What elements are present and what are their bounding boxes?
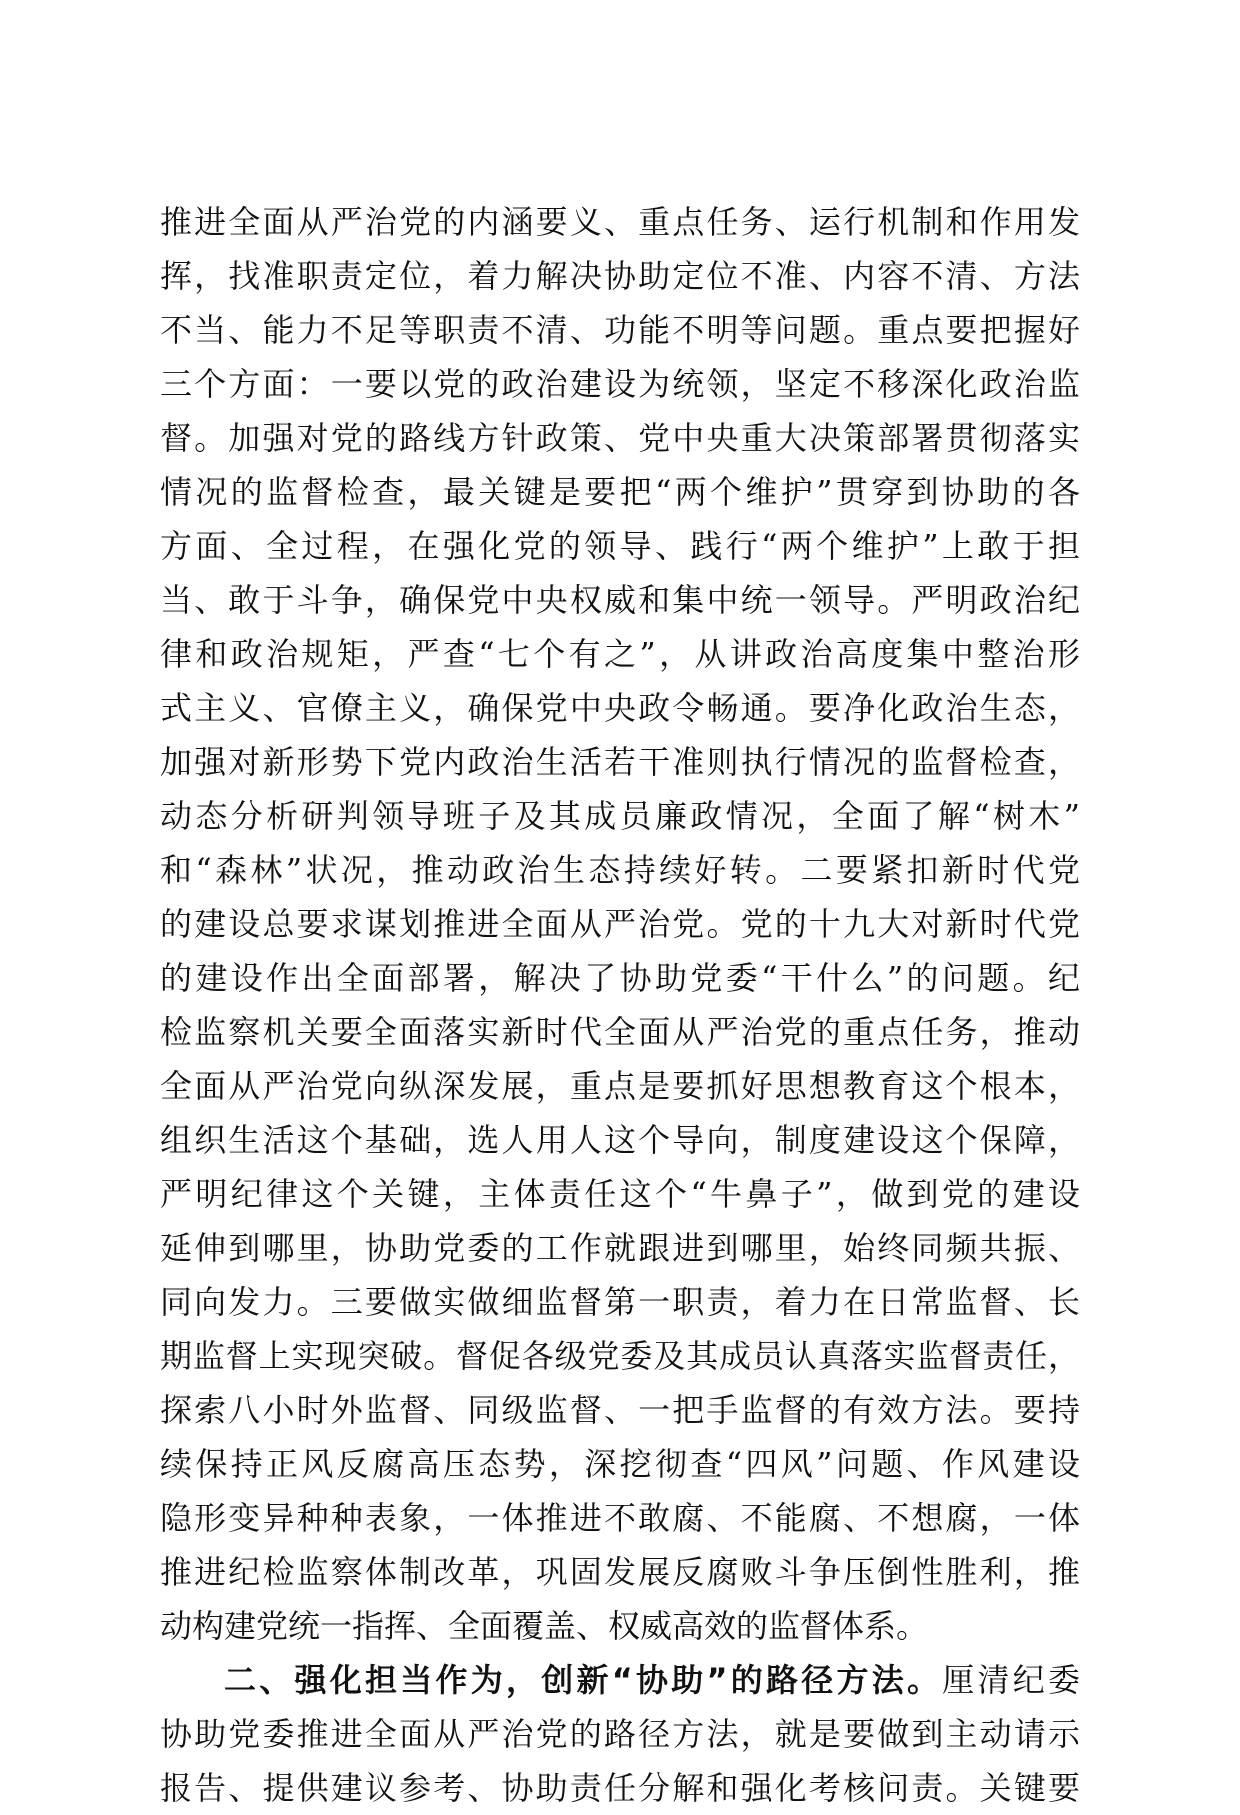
- text-line: 探索八小时外监督、同级监督、一把手监督的有效方法。要持: [160, 1391, 1080, 1429]
- text-line: 方面、全过程，在强化党的领导、践行“两个维护”上敢于担: [160, 527, 1080, 565]
- text-line: 延伸到哪里，协助党委的工作就跟进到哪里，始终同频共振、: [160, 1229, 1080, 1267]
- text-line: 的建设作出全面部署，解决了协助党委“干什么”的问题。纪: [160, 959, 1080, 997]
- text-line: 推进纪检监察体制改革，巩固发展反腐败斗争压倒性胜利，推: [160, 1553, 1080, 1591]
- text-line: 督。加强对党的路线方针政策、党中央重大决策部署贯彻落实: [160, 419, 1080, 457]
- text-line: 挥，找准职责定位，着力解决协助定位不准、内容不清、方法: [160, 257, 1080, 295]
- text-line: 同向发力。三要做实做细监督第一职责，着力在日常监督、长: [160, 1283, 1080, 1321]
- text-line: 律和政治规矩，严查“七个有之”，从讲政治高度集中整治形: [160, 635, 1080, 673]
- text-line: 动构建党统一指挥、全面覆盖、权威高效的监督体系。: [160, 1607, 929, 1645]
- text-line: 期监督上实现突破。督促各级党委及其成员认真落实监督责任，: [160, 1337, 1080, 1375]
- text-line: 续保持正风反腐高压态势，深挖彻查“四风”问题、作风建设: [160, 1445, 1080, 1483]
- body-text: [160, 195, 1080, 1815]
- text-run: 厘清纪委: [942, 1661, 1080, 1699]
- text-line: 三个方面：一要以党的政治建设为统领，坚定不移深化政治监: [160, 365, 1080, 403]
- text-line: 动态分析研判领导班子及其成员廉政情况，全面了解“树木”: [160, 797, 1080, 835]
- text-line: 报告、提供建议参考、协助责任分解和强化考核问责。关键要: [160, 1769, 1080, 1807]
- text-line: 和“森林”状况，推动政治生态持续好转。二要紧扣新时代党: [160, 851, 1080, 889]
- text-line: 全面从严治党向纵深发展，重点是要抓好思想教育这个根本，: [160, 1067, 1080, 1105]
- text-line: 严明纪律这个关键，主体责任这个“牛鼻子”，做到党的建设: [160, 1175, 1080, 1213]
- text-line: 的建设总要求谋划推进全面从严治党。党的十九大对新时代党: [160, 905, 1080, 943]
- text-line: 隐形变异种种表象，一体推进不敢腐、不能腐、不想腐，一体: [160, 1499, 1080, 1537]
- text-line: 协助党委推进全面从严治党的路径方法，就是要做到主动请示: [160, 1715, 1080, 1753]
- text-line: 检监察机关要全面落实新时代全面从严治党的重点任务，推动: [160, 1013, 1080, 1051]
- text-line: 不当、能力不足等职责不清、功能不明等问题。重点要把握好: [160, 311, 1080, 349]
- text-line: 加强对新形势下党内政治生活若干准则执行情况的监督检查，: [160, 743, 1080, 781]
- text-line: 式主义、官僚主义，确保党中央政令畅通。要净化政治生态，: [160, 689, 1080, 727]
- text-line: 组织生活这个基础，选人用人这个导向，制度建设这个保障，: [160, 1121, 1080, 1159]
- section-heading: 二、强化担当作为，创新“协助”的路径方法。: [224, 1661, 943, 1699]
- section-heading-line: [160, 1653, 1080, 1707]
- text-line: 当、敢于斗争，确保党中央权威和集中统一领导。严明政治纪: [160, 581, 1080, 619]
- text-line: 情况的监督检查，最关键是要把“两个维护”贯穿到协助的各: [160, 473, 1080, 511]
- text-line: 推进全面从严治党的内涵要义、重点任务、运行机制和作用发: [160, 203, 1080, 241]
